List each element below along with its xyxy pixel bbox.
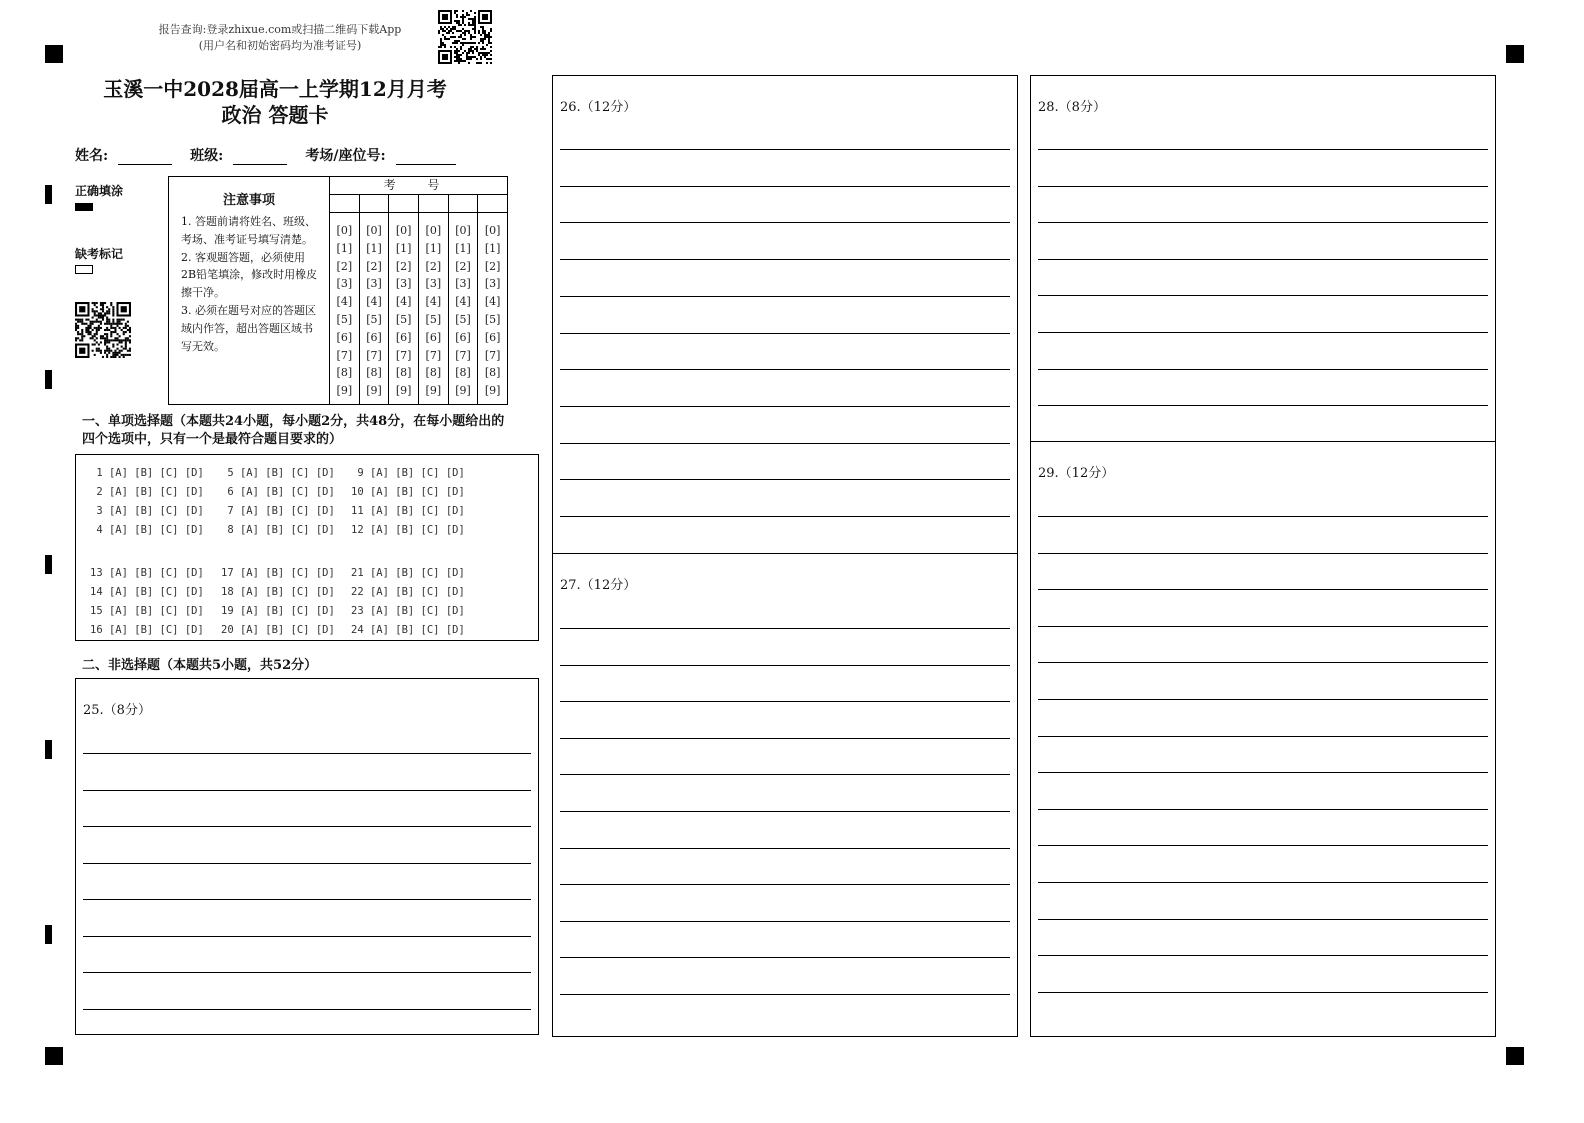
section2-title: 二、非选择题（本题共5小题，共52分）: [82, 658, 318, 673]
notice-item: 2. 客观题答题，必须使用2B铅笔填涂，修改时用橡皮擦干净。: [181, 250, 318, 300]
choice-row[interactable]: 1 [A] [B] [C] [D]: [90, 467, 204, 479]
choice-row[interactable]: 2 [A] [B] [C] [D]: [90, 486, 204, 498]
writing-line: [560, 186, 1010, 187]
exam-number-column: [389, 213, 419, 404]
writing-line: [83, 790, 531, 791]
exam-number-cell[interactable]: [478, 195, 507, 212]
writing-line: [1038, 295, 1488, 296]
class-label: 班级:: [190, 148, 224, 164]
writing-line: [560, 296, 1010, 297]
answer-box-q25[interactable]: [75, 678, 539, 1035]
digit-bubble[interactable]: [0]: [395, 224, 412, 237]
digit-bubble[interactable]: [8]: [455, 366, 471, 380]
digit-bubble[interactable]: [3]: [484, 277, 501, 291]
registration-mark-bottom-left: [45, 1047, 63, 1065]
digit-bubble[interactable]: [9]: [484, 384, 501, 398]
digit-bubble[interactable]: [6]: [425, 330, 442, 344]
exam-number-cell[interactable]: [330, 195, 360, 212]
registration-mark-bottom-right: [1506, 1047, 1524, 1065]
exam-number-cell[interactable]: [449, 195, 479, 212]
writing-line: [560, 333, 1010, 334]
answer-box-q26[interactable]: [552, 75, 1018, 554]
writing-line: [1038, 259, 1488, 260]
choice-row[interactable]: 8 [A] [B] [C] [D]: [221, 524, 335, 536]
qr-code-icon: [438, 10, 492, 64]
writing-line: [560, 406, 1010, 407]
digit-bubble[interactable]: [6]: [366, 330, 382, 344]
choice-row[interactable]: 23 [A] [B] [C] [D]: [351, 605, 465, 617]
digit-bubble[interactable]: [7]: [425, 348, 442, 362]
digit-bubble[interactable]: [5]: [395, 312, 412, 326]
choice-row[interactable]: 3 [A] [B] [C] [D]: [90, 505, 204, 517]
writing-line: [560, 369, 1010, 370]
exam-number-cell[interactable]: [360, 195, 390, 212]
room-seat-label: 考场/座位号:: [305, 148, 386, 164]
writing-line: [1038, 772, 1488, 773]
digit-bubble[interactable]: [5]: [425, 312, 442, 326]
writing-line: [1038, 626, 1488, 627]
writing-line: [560, 957, 1010, 958]
writing-line: [1038, 149, 1488, 150]
writing-line: [1038, 955, 1488, 956]
question-group: [351, 464, 465, 540]
digit-bubble[interactable]: [4]: [425, 295, 442, 309]
question-label: 28.（8分）: [1038, 100, 1106, 115]
question-label: 29.（12分）: [1038, 466, 1115, 481]
question-group: [90, 564, 204, 640]
digit-bubble[interactable]: [3]: [395, 277, 412, 291]
digit-bubble[interactable]: [5]: [336, 312, 353, 326]
report-info: [140, 22, 420, 54]
digit-bubble[interactable]: [1]: [395, 241, 412, 255]
choice-row[interactable]: 5 [A] [B] [C] [D]: [221, 467, 335, 479]
digit-bubble[interactable]: [6]: [455, 330, 471, 344]
choice-row[interactable]: 19 [A] [B] [C] [D]: [221, 605, 335, 617]
digit-bubble[interactable]: [7]: [455, 348, 471, 362]
writing-line: [1038, 222, 1488, 223]
section1-title-line2: 四个选项中，只有一个是最符合题目要求的）: [82, 432, 343, 447]
digit-bubble[interactable]: [8]: [336, 366, 353, 380]
writing-line: [560, 443, 1010, 444]
choice-row[interactable]: 9 [A] [B] [C] [D]: [351, 467, 465, 479]
digit-bubble[interactable]: [7]: [336, 348, 353, 362]
digit-bubble[interactable]: [7]: [484, 348, 501, 362]
answer-box-q27[interactable]: [552, 553, 1018, 1037]
choice-row[interactable]: 18 [A] [B] [C] [D]: [221, 586, 335, 598]
writing-line: [560, 222, 1010, 223]
digit-bubble[interactable]: [9]: [336, 384, 353, 398]
question-group: [90, 464, 204, 540]
digit-bubble[interactable]: [0]: [484, 224, 501, 237]
writing-line: [1038, 662, 1488, 663]
registration-mark-top-right: [1506, 45, 1524, 63]
choice-row[interactable]: 22 [A] [B] [C] [D]: [351, 586, 465, 598]
digit-bubble[interactable]: [2]: [336, 259, 353, 273]
timing-mark: [45, 925, 52, 944]
notice-body: [181, 213, 319, 355]
writing-line: [83, 1009, 531, 1010]
digit-bubble[interactable]: [3]: [336, 277, 353, 291]
writing-line: [560, 701, 1010, 702]
writing-line: [560, 479, 1010, 480]
exam-number-cell[interactable]: [419, 195, 449, 212]
choice-row[interactable]: 13 [A] [B] [C] [D]: [90, 567, 204, 579]
digit-bubble[interactable]: [8]: [366, 366, 382, 380]
digit-bubble[interactable]: [8]: [425, 366, 442, 380]
digit-bubble[interactable]: [7]: [366, 348, 382, 362]
absent-checkbox[interactable]: [75, 265, 93, 274]
choice-row[interactable]: 20 [A] [B] [C] [D]: [221, 624, 335, 636]
digit-bubble[interactable]: [4]: [484, 295, 501, 309]
digit-bubble[interactable]: [1]: [484, 241, 501, 255]
writing-line: [1038, 736, 1488, 737]
question-label: 25.（8分）: [83, 703, 151, 718]
writing-line: [83, 972, 531, 973]
writing-line: [1038, 369, 1488, 370]
digit-bubble[interactable]: [4]: [336, 295, 353, 309]
section1-title-line1: 一、单项选择题（本题共24小题，每小题2分，共48分，在每小题给出的: [82, 414, 505, 429]
digit-bubble[interactable]: [2]: [425, 259, 442, 273]
question-group: [221, 564, 335, 640]
exam-number-bubbles: [330, 213, 507, 404]
choice-row[interactable]: 16 [A] [B] [C] [D]: [90, 624, 204, 636]
writing-line: [560, 811, 1010, 812]
absent-mark-label: 缺考标记: [75, 247, 124, 261]
exam-number-column: [449, 213, 479, 404]
digit-bubble[interactable]: [5]: [484, 312, 501, 326]
choice-row[interactable]: 10 [A] [B] [C] [D]: [351, 486, 465, 498]
exam-number-heading: 考 号: [330, 177, 507, 195]
writing-line: [560, 628, 1010, 629]
writing-line: [83, 936, 531, 937]
question-group: [221, 464, 335, 540]
writing-line: [1038, 553, 1488, 554]
notice-box: [168, 176, 330, 405]
digit-bubble[interactable]: [2]: [455, 259, 471, 273]
timing-mark: [45, 370, 52, 389]
digit-bubble[interactable]: [1]: [336, 241, 353, 255]
digit-bubble[interactable]: [4]: [366, 295, 382, 309]
digit-bubble[interactable]: [2]: [366, 259, 382, 273]
choice-row[interactable]: 21 [A] [B] [C] [D]: [351, 567, 465, 579]
writing-line: [560, 848, 1010, 849]
writing-line: [560, 259, 1010, 260]
filled-box-icon: [75, 203, 93, 211]
exam-number-grid: [329, 176, 508, 405]
exam-number-write-row[interactable]: [330, 195, 507, 213]
writing-line: [560, 516, 1010, 517]
writing-line: [1038, 882, 1488, 883]
writing-line: [83, 826, 531, 827]
writing-line: [560, 921, 1010, 922]
digit-bubble[interactable]: [8]: [395, 366, 412, 380]
report-info-line1: 报告查询:登录zhixue.com或扫描二维码下载App: [158, 23, 402, 36]
digit-bubble[interactable]: [1]: [366, 241, 382, 255]
writing-line: [1038, 589, 1488, 590]
digit-bubble[interactable]: [9]: [455, 384, 471, 398]
writing-line: [1038, 919, 1488, 920]
digit-bubble[interactable]: [9]: [395, 384, 412, 398]
writing-line: [83, 863, 531, 864]
choice-row[interactable]: 4 [A] [B] [C] [D]: [90, 524, 204, 536]
writing-line: [560, 884, 1010, 885]
writing-line: [560, 994, 1010, 995]
notice-item: 1. 答题前请将姓名、班级、考场、准考证号填写清楚。: [181, 215, 316, 246]
writing-line: [1038, 332, 1488, 333]
exam-number-column: [478, 213, 507, 404]
student-info-row: [75, 145, 474, 165]
registration-mark-top-left: [45, 45, 63, 63]
question-label: 27.（12分）: [560, 578, 637, 593]
exam-number-column: [360, 213, 390, 404]
answer-box-q29[interactable]: [1030, 441, 1496, 1037]
name-label: 姓名:: [75, 148, 109, 164]
digit-bubble[interactable]: [5]: [366, 312, 382, 326]
choice-row[interactable]: 15 [A] [B] [C] [D]: [90, 605, 204, 617]
digit-bubble[interactable]: [6]: [336, 330, 353, 344]
digit-bubble[interactable]: [0]: [455, 224, 471, 237]
digit-bubble[interactable]: [2]: [484, 259, 501, 273]
choice-row[interactable]: 6 [A] [B] [C] [D]: [221, 486, 335, 498]
page-title: [70, 76, 480, 128]
class-field[interactable]: [233, 151, 287, 165]
report-info-line2: (用户名和初始密码均为准考证号): [198, 39, 362, 52]
digit-bubble[interactable]: [5]: [455, 312, 471, 326]
writing-line: [560, 774, 1010, 775]
digit-bubble[interactable]: [2]: [395, 259, 412, 273]
digit-bubble[interactable]: [6]: [395, 330, 412, 344]
notice-item: 3. 必须在题号对应的答题区域内作答，超出答题区域书写无效。: [181, 303, 316, 353]
qr-code-icon: [75, 302, 131, 358]
digit-bubble[interactable]: [3]: [425, 277, 442, 291]
writing-line: [83, 753, 531, 754]
digit-bubble[interactable]: [1]: [425, 241, 442, 255]
digit-bubble[interactable]: [8]: [484, 366, 501, 380]
name-field[interactable]: [118, 151, 172, 165]
multiple-choice-box: [75, 454, 539, 641]
writing-line: [1038, 992, 1488, 993]
answer-box-q28[interactable]: [1030, 75, 1496, 442]
writing-line: [560, 738, 1010, 739]
choice-row[interactable]: 14 [A] [B] [C] [D]: [90, 586, 204, 598]
choice-row[interactable]: 11 [A] [B] [C] [D]: [351, 505, 465, 517]
writing-line: [560, 149, 1010, 150]
timing-mark: [45, 555, 52, 574]
digit-bubble[interactable]: [1]: [455, 241, 471, 255]
timing-mark: [45, 185, 52, 204]
digit-bubble[interactable]: [4]: [395, 295, 412, 309]
writing-line: [1038, 516, 1488, 517]
question-group: [351, 564, 465, 640]
title-line2: 政治 答题卡: [221, 103, 329, 127]
exam-number-cell[interactable]: [389, 195, 419, 212]
digit-bubble[interactable]: [6]: [484, 330, 501, 344]
room-seat-field[interactable]: [396, 151, 456, 165]
digit-bubble[interactable]: [3]: [366, 277, 382, 291]
writing-line: [1038, 809, 1488, 810]
exam-number-column: [419, 213, 449, 404]
digit-bubble[interactable]: [0]: [425, 224, 442, 237]
writing-line: [1038, 186, 1488, 187]
digit-bubble[interactable]: [0]: [336, 224, 353, 237]
digit-bubble[interactable]: [9]: [425, 384, 442, 398]
writing-line: [1038, 699, 1488, 700]
choice-row[interactable]: 12 [A] [B] [C] [D]: [351, 524, 465, 536]
title-line1: 玉溪一中2028届高一上学期12月月考: [103, 77, 447, 101]
question-label: 26.（12分）: [560, 100, 637, 115]
writing-line: [1038, 845, 1488, 846]
notice-heading: 注意事项: [222, 193, 275, 208]
timing-mark: [45, 740, 52, 759]
digit-bubble[interactable]: [0]: [366, 224, 382, 237]
correct-fill-label: 正确填涂: [75, 184, 124, 198]
writing-line: [83, 899, 531, 900]
section1-title: [82, 413, 504, 449]
choice-row[interactable]: 24 [A] [B] [C] [D]: [351, 624, 465, 636]
choice-row[interactable]: 7 [A] [B] [C] [D]: [221, 505, 335, 517]
digit-bubble[interactable]: [4]: [455, 295, 471, 309]
digit-bubble[interactable]: [3]: [455, 277, 471, 291]
digit-bubble[interactable]: [7]: [395, 348, 412, 362]
writing-line: [1038, 405, 1488, 406]
digit-bubble[interactable]: [9]: [366, 384, 382, 398]
exam-number-column: [330, 213, 360, 404]
choice-row[interactable]: 17 [A] [B] [C] [D]: [221, 567, 335, 579]
writing-line: [560, 665, 1010, 666]
